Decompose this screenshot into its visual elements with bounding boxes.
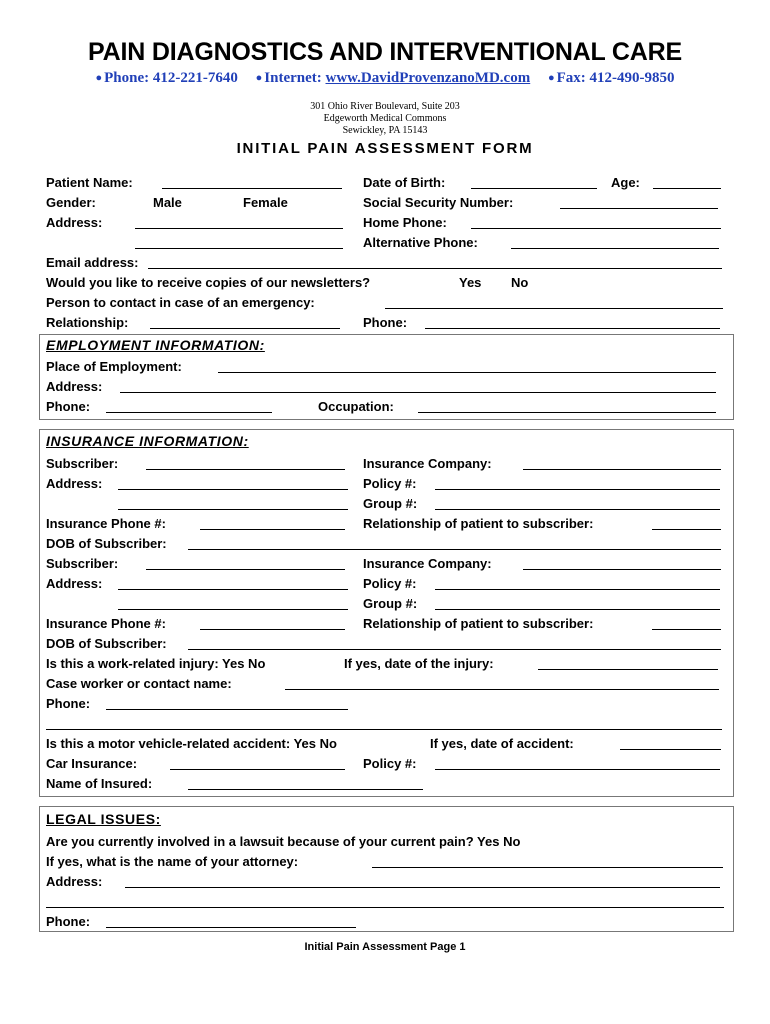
employment-phone-field[interactable] [106, 412, 272, 413]
employment-phone-label: Phone: [46, 399, 91, 414]
relationship-subscriber-1-field[interactable] [652, 529, 721, 530]
attorney-address-field-2[interactable] [46, 907, 724, 908]
fax-number: Fax: 412-490-9850 [556, 70, 675, 86]
newsletter-question: Would you like to receive copies of our newsletters? [46, 275, 371, 290]
address-label: Address: [46, 215, 103, 230]
insurance-phone-1-label: Insurance Phone #: [46, 516, 166, 531]
alt-phone-label: Alternative Phone: [363, 235, 478, 250]
employment-address-field[interactable] [120, 392, 716, 393]
injury-date-field[interactable] [538, 669, 718, 670]
relationship-field[interactable] [150, 328, 340, 329]
home-phone-field[interactable] [471, 228, 721, 229]
policy-2-field[interactable] [435, 589, 720, 590]
newsletter-no-option[interactable]: No [511, 275, 529, 290]
policy-2-label: Policy #: [363, 576, 417, 591]
gender-label: Gender: [46, 195, 96, 210]
subscriber-2-label: Subscriber: [46, 556, 119, 571]
dob-subscriber-2-field[interactable] [188, 649, 721, 650]
employment-address-label: Address: [46, 379, 103, 394]
contact-bar [0, 70, 770, 87]
address-line-2: Edgeworth Medical Commons [323, 113, 447, 124]
employment-title: EMPLOYMENT INFORMATION: [46, 337, 265, 353]
insurance-address-2-label: Address: [46, 576, 103, 591]
car-policy-label: Policy #: [363, 756, 417, 771]
bullet-icon: ● [547, 72, 555, 84]
insurance-phone-2-field[interactable] [200, 629, 345, 630]
form-title: INITIAL PAIN ASSESSMENT FORM [236, 140, 534, 157]
gender-female-option[interactable]: Female [243, 195, 288, 210]
emergency-contact-label: Person to contact in case of an emergency: [46, 295, 315, 310]
employment-place-label: Place of Employment: [46, 359, 182, 374]
policy-1-label: Policy #: [363, 476, 417, 491]
insurance-company-1-label: Insurance Company: [363, 456, 492, 471]
group-2-field[interactable] [435, 609, 720, 610]
car-insurance-label: Car Insurance: [46, 756, 138, 771]
attorney-phone-label: Phone: [46, 914, 91, 929]
attorney-address-field[interactable] [125, 887, 720, 888]
subscriber-1-label: Subscriber: [46, 456, 119, 471]
relationship-subscriber-1-label: Relationship of patient to subscriber: [363, 516, 594, 531]
address-line-3: Sewickley, PA 15143 [342, 125, 428, 136]
relationship-subscriber-2-label: Relationship of patient to subscriber: [363, 616, 594, 631]
occupation-label: Occupation: [318, 399, 394, 414]
accident-date-field[interactable] [620, 749, 721, 750]
age-label: Age: [611, 175, 640, 190]
page-footer: Initial Pain Assessment Page 1 [304, 941, 466, 953]
insurance-extra-field[interactable] [46, 729, 722, 730]
insurance-company-2-label: Insurance Company: [363, 556, 492, 571]
newsletter-yes-option[interactable]: Yes [459, 275, 482, 290]
attorney-phone-field[interactable] [106, 927, 356, 928]
relationship-label: Relationship: [46, 315, 129, 330]
practice-title: PAIN DIAGNOSTICS AND INTERVENTIONAL CARE [88, 38, 682, 66]
lawsuit-question: Are you currently involved in a lawsuit because of your current pain? Yes No [46, 834, 521, 849]
address-line-1: 301 Ohio River Boulevard, Suite 203 [310, 101, 460, 112]
group-2-label: Group #: [363, 596, 418, 611]
case-worker-phone-field[interactable] [106, 709, 348, 710]
group-1-field[interactable] [435, 509, 720, 510]
injury-date-label: If yes, date of the injury: [344, 656, 494, 671]
email-field[interactable] [148, 268, 722, 269]
insurance-address-1-field-2[interactable] [118, 509, 348, 510]
phone-number: Phone: 412-221-7640 [104, 70, 238, 86]
legal-title: LEGAL ISSUES: [46, 811, 161, 827]
subscriber-2-field[interactable] [146, 569, 345, 570]
insurance-address-1-field[interactable] [118, 489, 348, 490]
emergency-phone-label: Phone: [363, 315, 408, 330]
dob-subscriber-2-label: DOB of Subscriber: [46, 636, 167, 651]
group-1-label: Group #: [363, 496, 418, 511]
emergency-contact-field[interactable] [385, 308, 723, 309]
dob-subscriber-1-field[interactable] [188, 549, 721, 550]
car-insurance-field[interactable] [170, 769, 345, 770]
relationship-subscriber-2-field[interactable] [652, 629, 721, 630]
insurance-phone-1-field[interactable] [200, 529, 345, 530]
insurance-address-1-label: Address: [46, 476, 103, 491]
address-field-1[interactable] [135, 228, 343, 229]
alt-phone-field[interactable] [511, 248, 719, 249]
insurance-address-2-field-2[interactable] [118, 609, 348, 610]
gender-male-option[interactable]: Male [153, 195, 182, 210]
insurance-company-2-field[interactable] [523, 569, 721, 570]
attorney-address-label: Address: [46, 874, 103, 889]
bullet-icon: ● [95, 72, 103, 84]
ssn-field[interactable] [560, 208, 718, 209]
case-worker-label: Case worker or contact name: [46, 676, 232, 691]
case-worker-phone-label: Phone: [46, 696, 91, 711]
bullet-icon: ● [255, 72, 263, 84]
ssn-label: Social Security Number: [363, 195, 514, 210]
occupation-field[interactable] [418, 412, 716, 413]
address-field-2[interactable] [135, 248, 343, 249]
emergency-phone-field[interactable] [425, 328, 720, 329]
subscriber-1-field[interactable] [146, 469, 345, 470]
insurance-address-2-field[interactable] [118, 589, 348, 590]
patient-name-field[interactable] [162, 188, 342, 189]
attorney-label: If yes, what is the name of your attorney: [46, 854, 299, 869]
internet-label: Internet: [264, 70, 322, 86]
insured-name-label: Name of Insured: [46, 776, 153, 791]
home-phone-label: Home Phone: [363, 215, 447, 230]
dob-field[interactable] [471, 188, 597, 189]
insured-name-field[interactable] [188, 789, 423, 790]
insurance-phone-2-label: Insurance Phone #: [46, 616, 166, 631]
insurance-title: INSURANCE INFORMATION: [46, 433, 249, 449]
website-link[interactable]: www.DavidProvenzanoMD.com [325, 70, 531, 86]
email-label: Email address: [46, 255, 139, 270]
case-worker-field[interactable] [285, 689, 719, 690]
policy-1-field[interactable] [435, 489, 720, 490]
car-policy-field[interactable] [435, 769, 720, 770]
insurance-company-1-field[interactable] [523, 469, 721, 470]
work-injury-question: Is this a work-related injury: Yes No [46, 656, 266, 671]
accident-date-label: If yes, date of accident: [430, 736, 574, 751]
patient-name-label: Patient Name: [46, 175, 133, 190]
age-field[interactable] [653, 188, 721, 189]
employment-place-field[interactable] [218, 372, 716, 373]
dob-subscriber-1-label: DOB of Subscriber: [46, 536, 167, 551]
dob-label: Date of Birth: [363, 175, 446, 190]
motor-accident-question: Is this a motor vehicle-related accident: Yes No [46, 736, 337, 751]
attorney-field[interactable] [372, 867, 723, 868]
